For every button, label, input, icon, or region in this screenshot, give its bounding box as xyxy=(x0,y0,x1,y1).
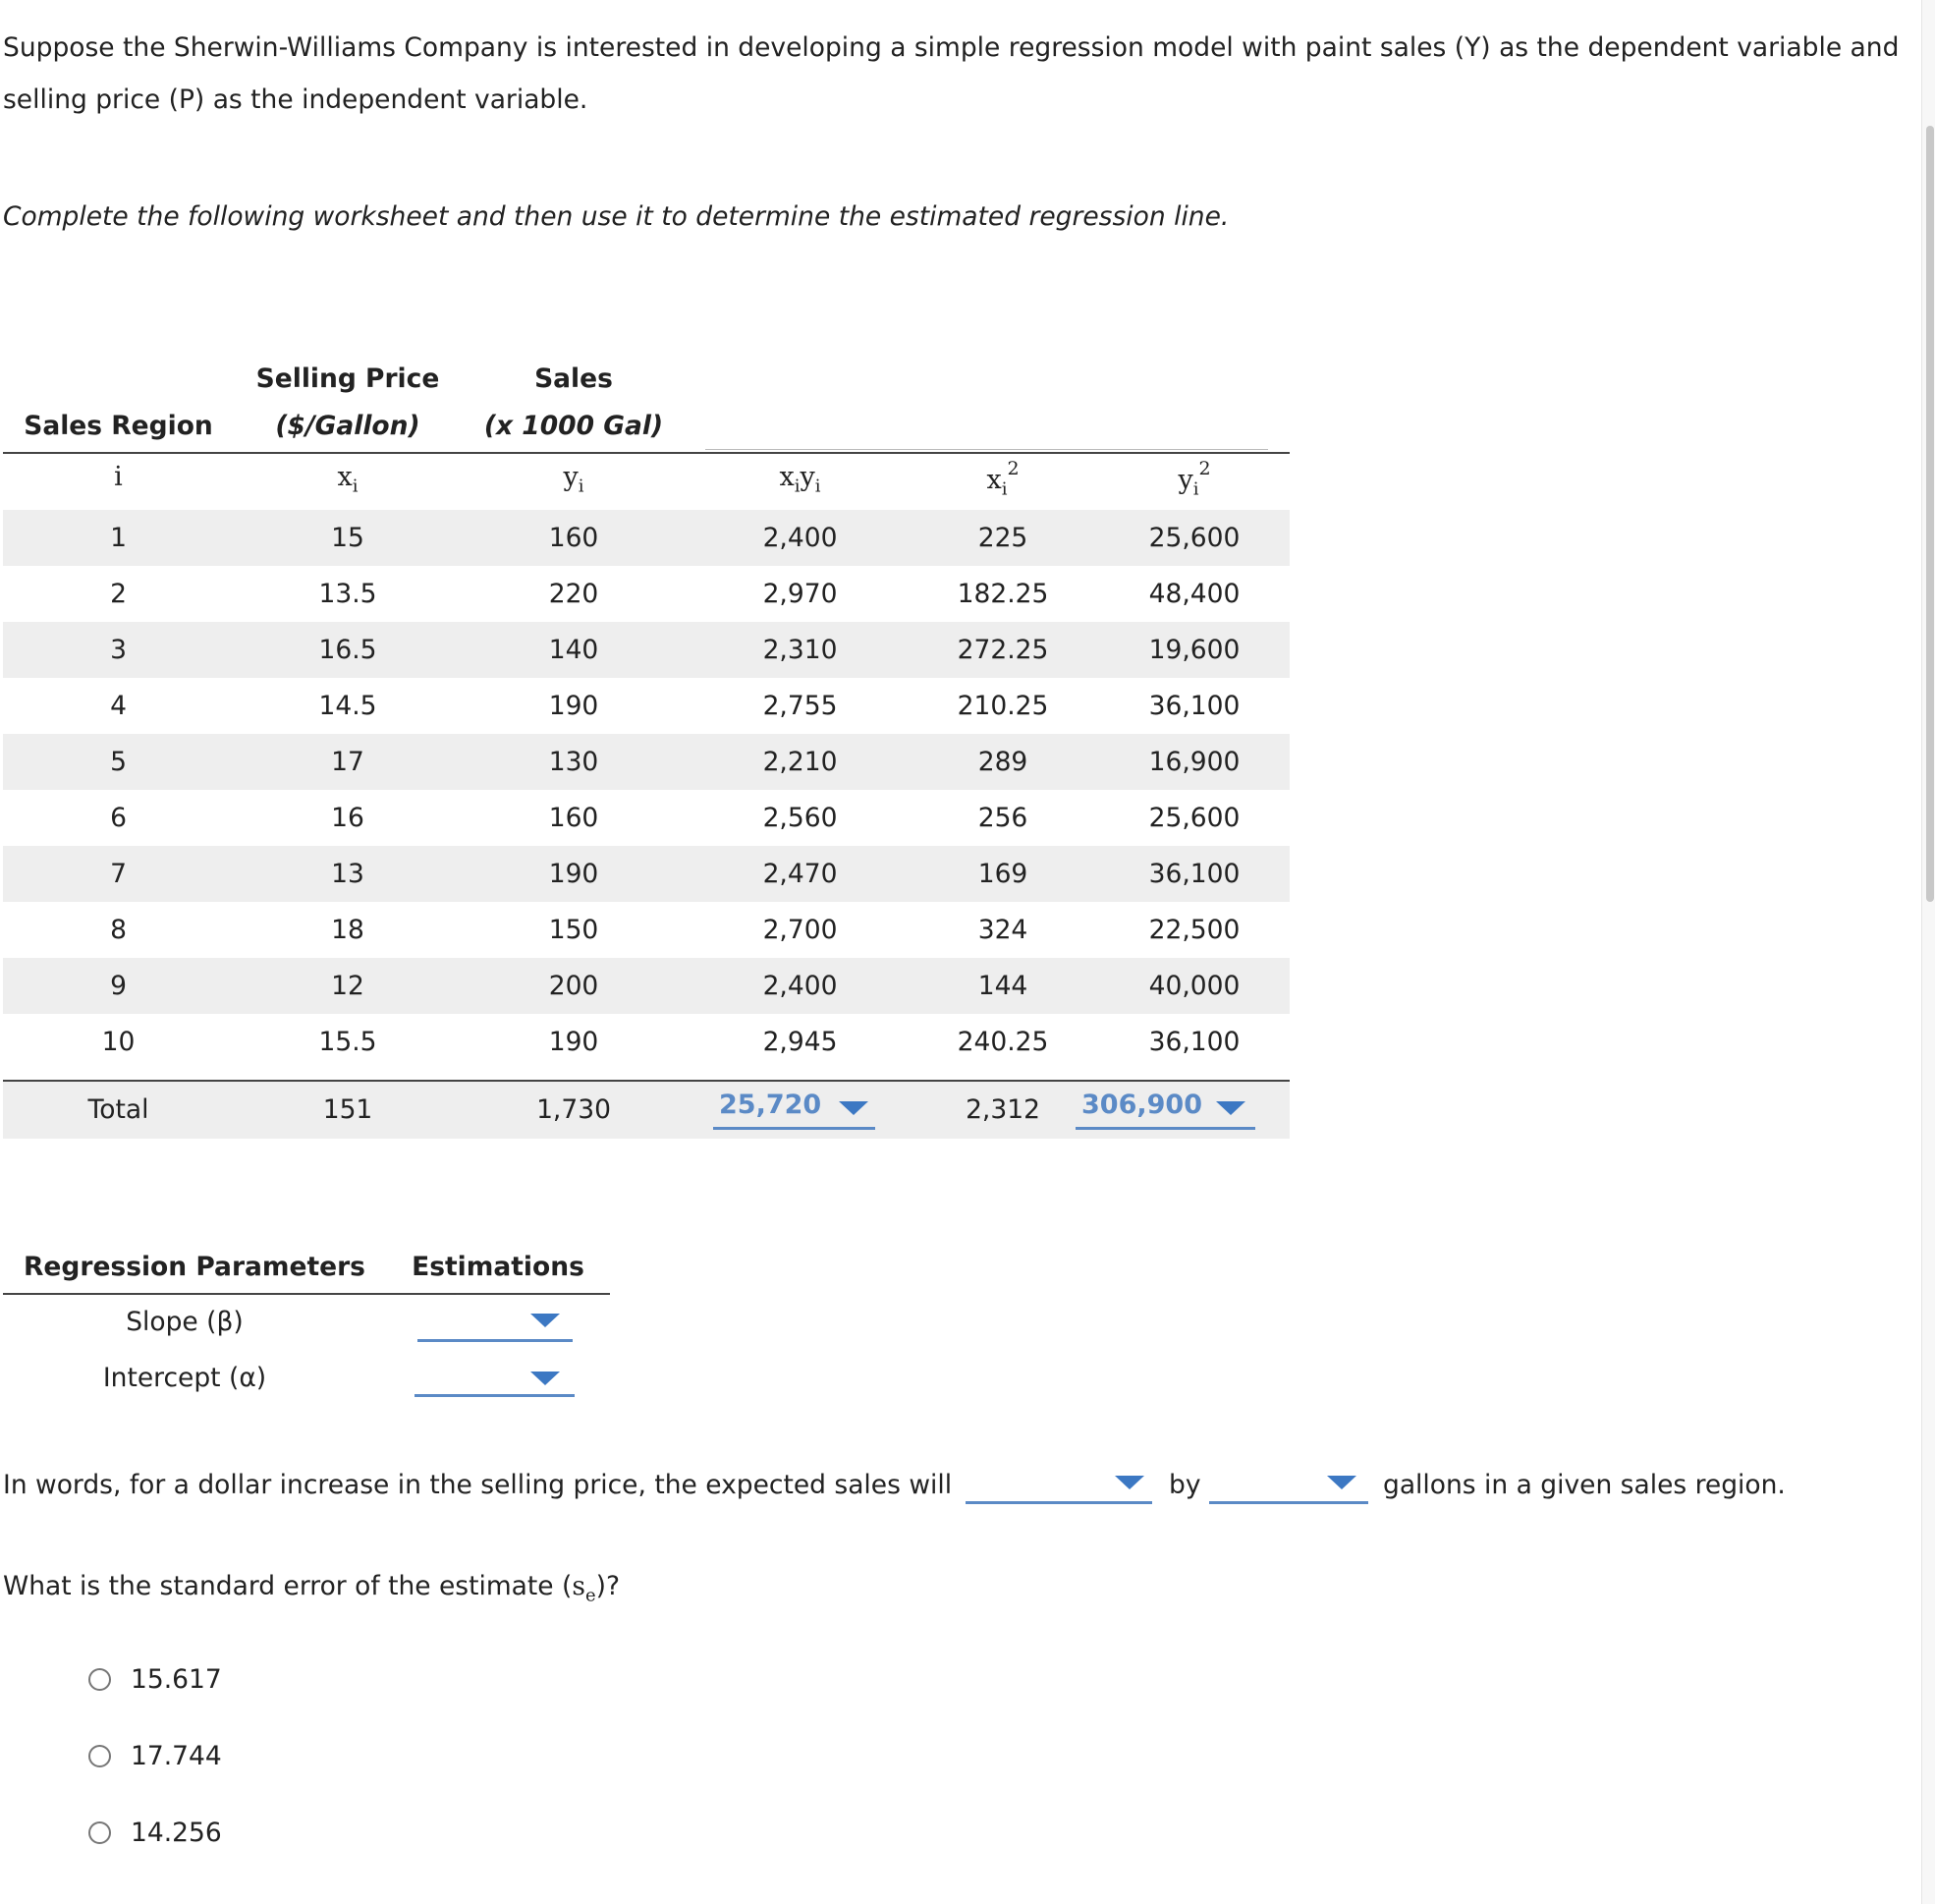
option-radio-1[interactable] xyxy=(88,1664,222,1695)
table-cell-x2: 324 xyxy=(977,915,1028,945)
words-by: by xyxy=(1169,1470,1201,1500)
table-row xyxy=(3,622,1290,678)
table-cell-x: 16.5 xyxy=(318,635,377,665)
table-cell-y: 130 xyxy=(548,747,599,777)
header-underline xyxy=(705,449,1268,450)
table-row xyxy=(3,678,1290,734)
table-cell-xy: 2,400 xyxy=(762,523,838,553)
table-cell-i: 6 xyxy=(110,803,127,833)
table-cell-xy: 2,970 xyxy=(762,579,838,609)
table-cell-xy: 2,700 xyxy=(762,915,838,945)
table-cell-i: 5 xyxy=(110,747,127,777)
table-cell-xy: 2,210 xyxy=(762,747,838,777)
radio-circle-icon[interactable] xyxy=(88,1821,111,1844)
table-cell-xy: 2,310 xyxy=(762,635,838,665)
table-cell-i: 8 xyxy=(110,915,127,945)
table-cell-x2: 182.25 xyxy=(957,579,1049,609)
option-label-3: 14.256 xyxy=(131,1818,222,1848)
slope-label: Slope (β) xyxy=(126,1307,244,1337)
table-cell-y: 190 xyxy=(548,1027,599,1057)
table-cell-x: 17 xyxy=(331,747,364,777)
col-symbol-i: i xyxy=(114,462,123,492)
regression-param-header: Regression Parameters xyxy=(24,1252,365,1282)
option-radio-3[interactable] xyxy=(88,1818,222,1848)
table-cell-y2: 36,100 xyxy=(1148,691,1241,721)
table-row xyxy=(3,846,1290,902)
amount-dropdown[interactable] xyxy=(1209,1468,1368,1504)
table-cell-y: 160 xyxy=(548,523,599,553)
table-cell-y2: 40,000 xyxy=(1148,971,1241,1001)
col-symbol-y2: $y_i^2$ xyxy=(1178,458,1211,500)
total-row xyxy=(3,1082,1290,1139)
table-cell-i: 10 xyxy=(101,1027,136,1057)
total-y2-value: 306,900 xyxy=(1081,1090,1202,1120)
se-question: What is the standard error of the estimate $(s_e)$? xyxy=(3,1571,621,1606)
header-sales: Sales xyxy=(534,364,613,394)
chevron-down-icon xyxy=(530,1314,560,1327)
table-cell-y2: 25,600 xyxy=(1148,523,1241,553)
table-cell-x2: 256 xyxy=(977,803,1028,833)
table-cell-y2: 36,100 xyxy=(1148,859,1241,889)
table-cell-i: 1 xyxy=(110,523,127,553)
words-suffix: gallons in a given sales region. xyxy=(1383,1470,1786,1500)
option-label-2: 17.744 xyxy=(131,1741,222,1771)
table-cell-x2: 210.25 xyxy=(957,691,1049,721)
chevron-down-icon xyxy=(1327,1476,1356,1489)
option-label-1: 15.617 xyxy=(131,1664,222,1695)
table-cell-x: 18 xyxy=(331,915,364,945)
table-cell-xy: 2,755 xyxy=(762,691,838,721)
table-cell-x2: 144 xyxy=(977,971,1028,1001)
table-cell-x: 14.5 xyxy=(318,691,377,721)
total-label: Total xyxy=(87,1094,149,1125)
table-cell-x2: 272.25 xyxy=(957,635,1049,665)
chevron-down-icon xyxy=(839,1101,868,1115)
table-cell-x: 15 xyxy=(331,523,364,553)
table-row xyxy=(3,510,1290,566)
header-selling-price: Selling Price xyxy=(255,364,440,394)
table-row xyxy=(3,566,1290,622)
table-cell-y: 220 xyxy=(548,579,599,609)
radio-circle-icon[interactable] xyxy=(88,1668,111,1691)
table-row xyxy=(3,734,1290,790)
chevron-down-icon xyxy=(1115,1476,1144,1489)
table-cell-i: 9 xyxy=(110,971,127,1001)
direction-dropdown[interactable] xyxy=(966,1468,1152,1504)
option-radio-2[interactable] xyxy=(88,1741,222,1771)
total-y: 1,730 xyxy=(536,1094,611,1125)
total-x: 151 xyxy=(322,1094,373,1125)
header-sales-region: Sales Region xyxy=(24,411,213,441)
header-sales-unit: (x 1000 Gal) xyxy=(483,411,664,441)
regression-rule xyxy=(3,1293,610,1295)
table-cell-i: 3 xyxy=(110,635,127,665)
words-prefix: In words, for a dollar increase in the selling price, the expected sales will xyxy=(3,1470,953,1500)
table-cell-y: 190 xyxy=(548,691,599,721)
table-cell-x2: 289 xyxy=(977,747,1028,777)
instruction-text: Complete the following worksheet and then use it to determine the estimated regression line. xyxy=(3,201,1230,232)
chevron-down-icon xyxy=(1216,1101,1245,1115)
total-xy-dropdown[interactable] xyxy=(713,1090,875,1130)
intercept-label: Intercept (α) xyxy=(102,1363,267,1393)
table-row xyxy=(3,1014,1290,1070)
table-cell-xy: 2,560 xyxy=(762,803,838,833)
table-cell-y: 150 xyxy=(548,915,599,945)
col-symbol-xy: $x_iy_i$ xyxy=(779,462,821,497)
table-cell-x: 13 xyxy=(331,859,364,889)
table-cell-i: 4 xyxy=(110,691,127,721)
table-cell-xy: 2,470 xyxy=(762,859,838,889)
table-cell-y: 190 xyxy=(548,859,599,889)
col-symbol-x2: $x_i^2$ xyxy=(986,458,1020,500)
table-cell-y: 140 xyxy=(548,635,599,665)
chevron-down-icon xyxy=(530,1372,560,1385)
table-row xyxy=(3,790,1290,846)
header-price-unit: ($/Gallon) xyxy=(275,411,420,441)
table-row xyxy=(3,958,1290,1014)
table-cell-i: 7 xyxy=(110,859,127,889)
col-symbol-x: $x_i$ xyxy=(337,462,359,497)
intercept-dropdown[interactable] xyxy=(415,1366,575,1397)
col-symbol-y: $y_i$ xyxy=(563,462,584,497)
table-cell-x2: 240.25 xyxy=(957,1027,1049,1057)
table-cell-x: 12 xyxy=(331,971,364,1001)
intro-text: Suppose the Sherwin-Williams Company is interested in developing a simple regression model with paint sales (Y) as the dependent variable and selling price (P) as the independent variable. xyxy=(3,32,1900,115)
table-cell-y2: 25,600 xyxy=(1148,803,1241,833)
table-cell-xy: 2,400 xyxy=(762,971,838,1001)
table-cell-x2: 225 xyxy=(977,523,1028,553)
table-cell-x2: 169 xyxy=(977,859,1028,889)
total-y2-dropdown[interactable] xyxy=(1076,1090,1255,1130)
total-x2: 2,312 xyxy=(966,1094,1040,1125)
table-cell-x: 13.5 xyxy=(318,579,377,609)
table-cell-y: 160 xyxy=(548,803,599,833)
table-row xyxy=(3,902,1290,958)
page-scrollbar[interactable] xyxy=(1921,0,1935,1904)
regression-est-header: Estimations xyxy=(412,1252,584,1282)
table-cell-y2: 19,600 xyxy=(1148,635,1241,665)
table-cell-i: 2 xyxy=(110,579,127,609)
table-cell-y2: 36,100 xyxy=(1148,1027,1241,1057)
scrollbar-thumb[interactable] xyxy=(1926,126,1934,902)
table-cell-x: 15.5 xyxy=(318,1027,377,1057)
radio-circle-icon[interactable] xyxy=(88,1745,111,1767)
total-xy-value: 25,720 xyxy=(719,1090,822,1120)
table-cell-y2: 22,500 xyxy=(1148,915,1241,945)
table-cell-y2: 16,900 xyxy=(1148,747,1241,777)
table-cell-y2: 48,400 xyxy=(1148,579,1241,609)
header-rule xyxy=(3,452,1290,454)
slope-dropdown[interactable] xyxy=(417,1307,573,1342)
table-cell-y: 200 xyxy=(548,971,599,1001)
table-cell-x: 16 xyxy=(331,803,364,833)
table-cell-xy: 2,945 xyxy=(762,1027,838,1057)
